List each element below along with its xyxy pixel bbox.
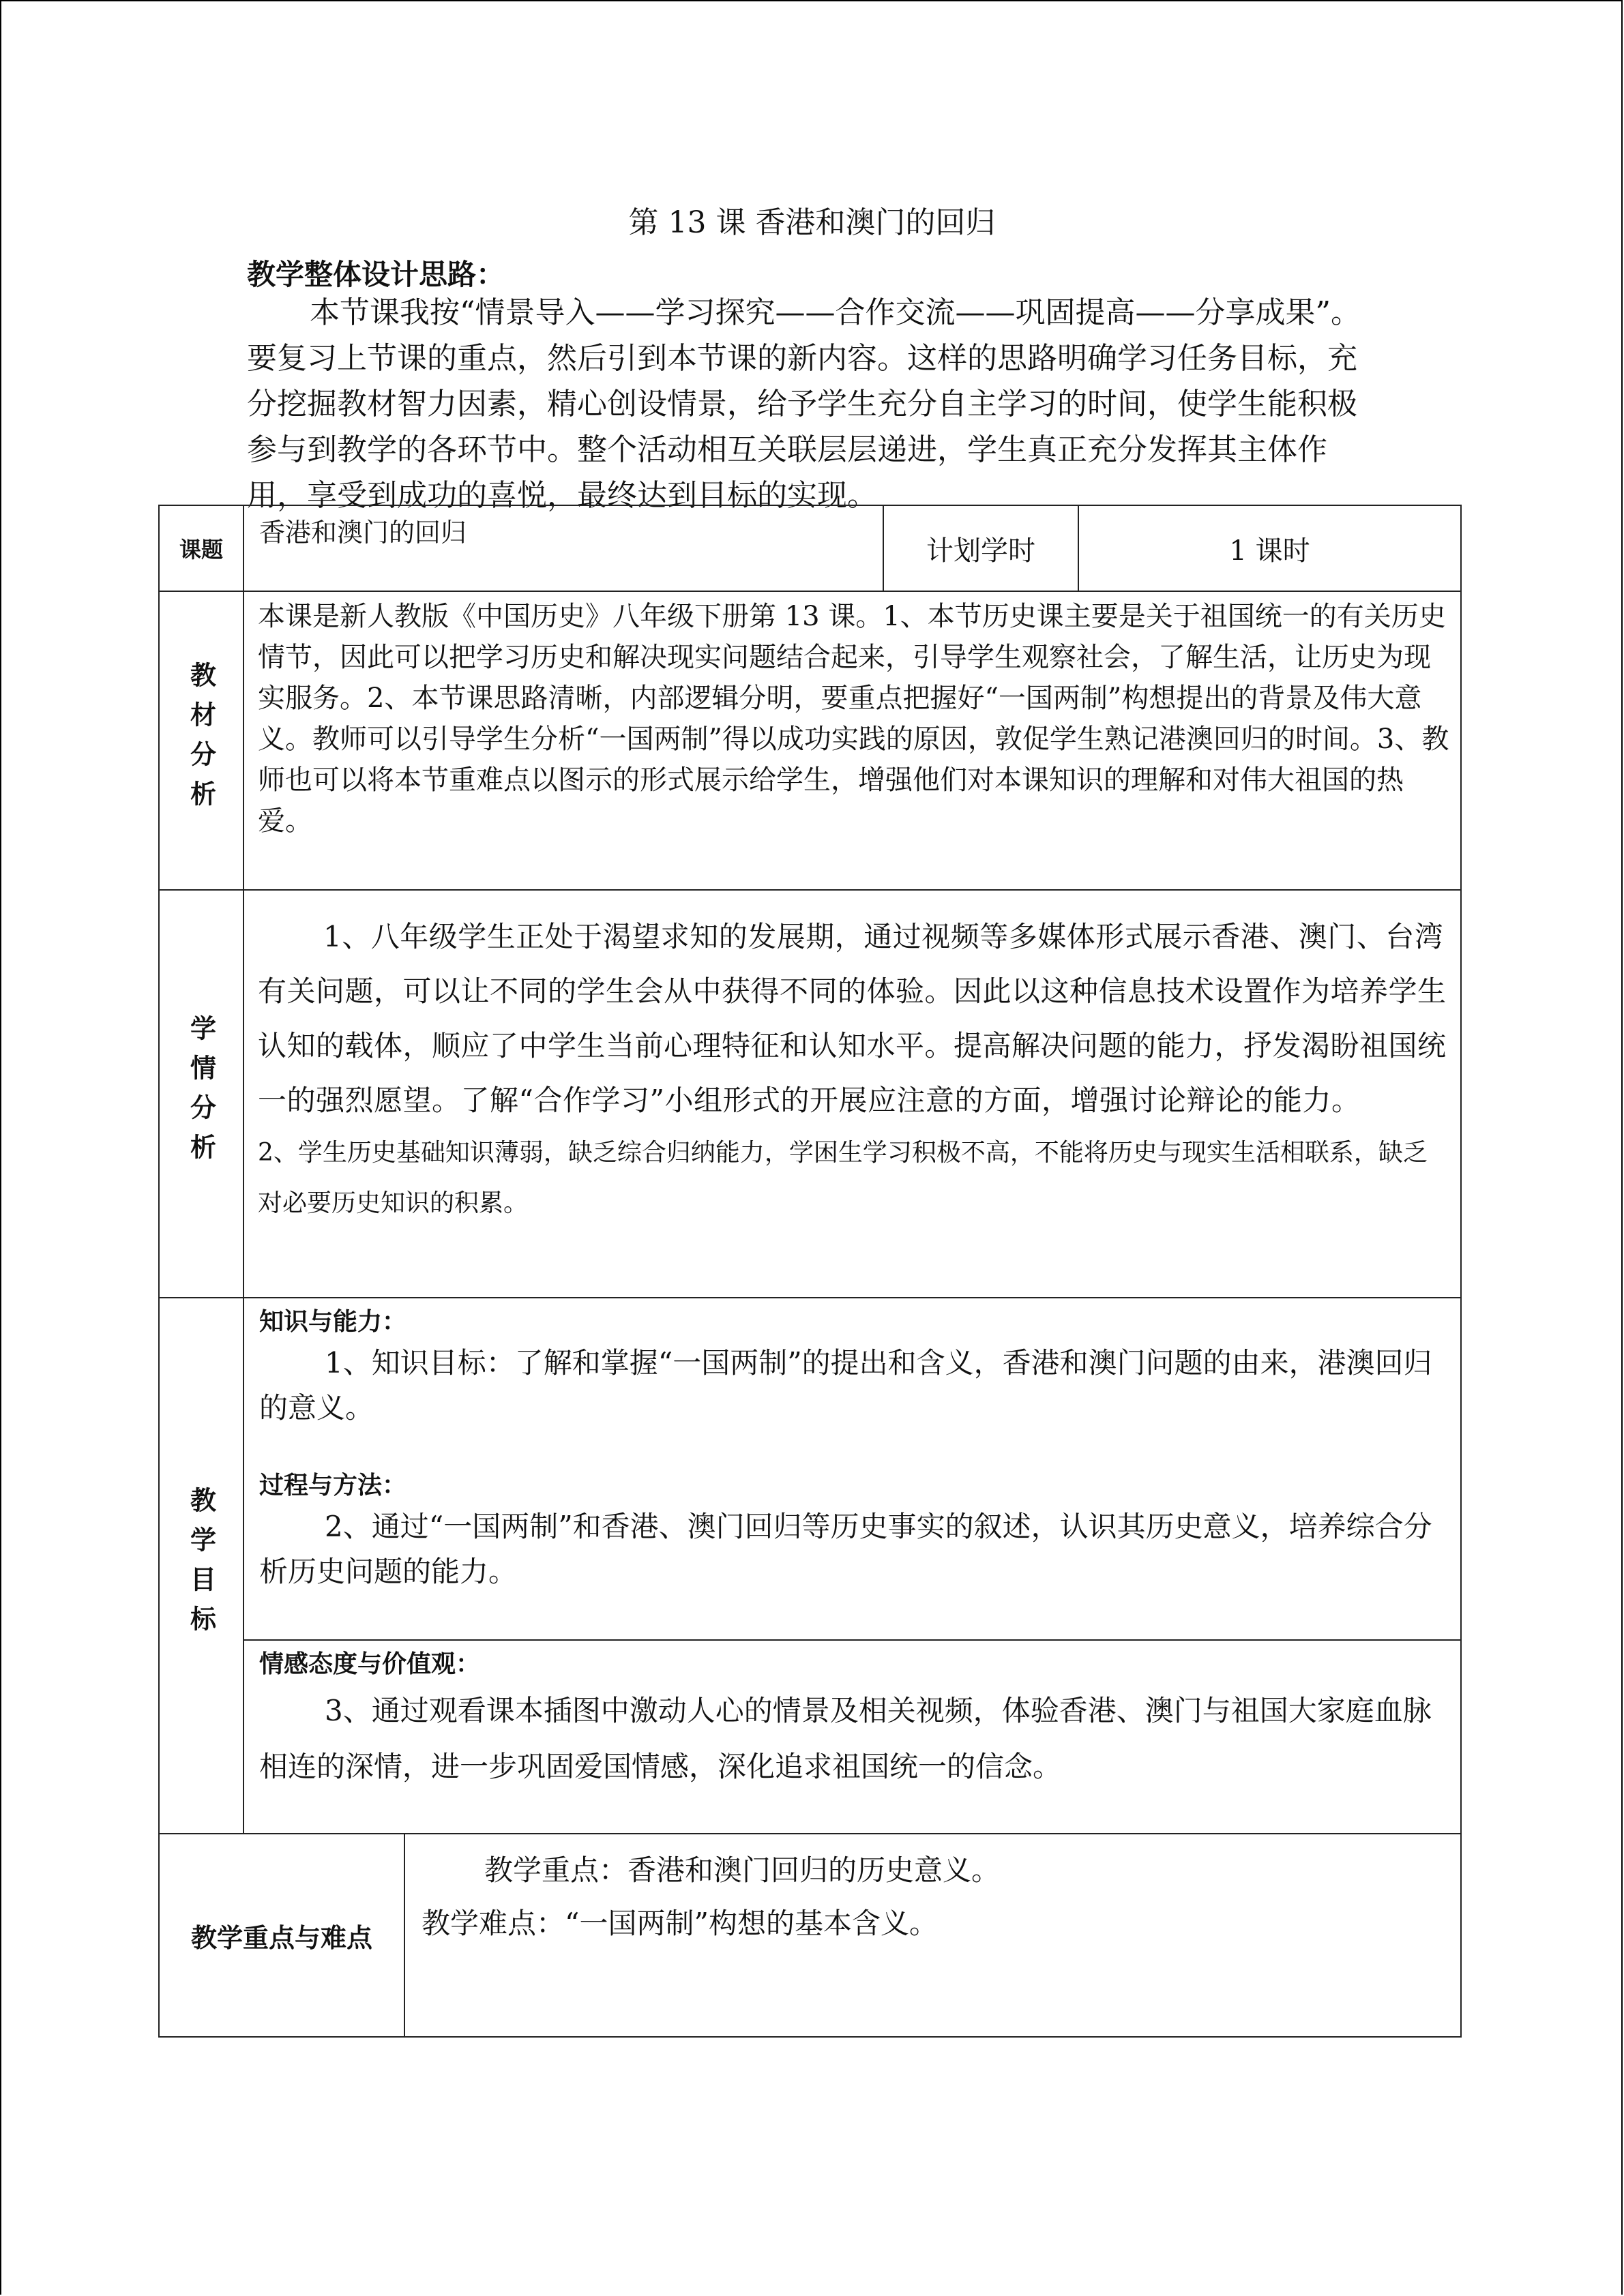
knowledge-text: 1、知识目标：了解和掌握“一国两制”的提出和含义，香港和澳门问题的由来，港澳回归的意义。 <box>259 1346 1432 1425</box>
hours-label-cell <box>883 505 1079 592</box>
knowledge-heading: 知识与能力： <box>259 1308 407 1336</box>
topic-label-cell <box>158 505 244 592</box>
emotion-heading: 情感态度与价值观： <box>259 1650 481 1678</box>
hours-value-cell <box>1078 505 1462 592</box>
goals-lower-cell <box>243 1639 1462 1834</box>
focus-key-text: 教学重点：香港和澳门回归的历史意义。 <box>484 1853 1001 1887</box>
goals-label: 教学目标 <box>186 1487 216 1645</box>
process-text: 2、通过“一国两制”和香港、澳门回归等历史事实的叙述，认识其历史意义，培养综合分析历史问题的能力。 <box>259 1510 1432 1588</box>
emotion-text: 3、通过观看课本插图中激动人心的情景及相关视频，体验香港、澳门与祖国大家庭血脉相连的深情，进一步巩固爱国情感，深化追求祖国统一的信念。 <box>259 1694 1432 1783</box>
process-heading: 过程与方法： <box>259 1472 407 1500</box>
focus-content-cell <box>404 1833 1462 2038</box>
topic-value: 香港和澳门的回归 <box>259 518 467 548</box>
material-content-cell <box>243 591 1462 891</box>
topic-value-cell <box>243 505 884 592</box>
hours-label: 计划学时 <box>926 535 1035 567</box>
student-content-cell <box>243 889 1462 1298</box>
material-label: 教材分析 <box>186 661 216 820</box>
topic-label: 课题 <box>179 537 223 563</box>
goals-upper-cell <box>243 1297 1462 1641</box>
focus-difficult-text: 教学难点：“一国两制”构想的基本含义。 <box>422 1907 938 1940</box>
material-label-cell <box>158 591 244 891</box>
intro-heading: 教学整体设计思路： <box>247 258 505 291</box>
student-text-2: 2、学生历史基础知识薄弱，缺乏综合归纳能力，学困生学习积极不高，不能将历史与现实生活相联系，缺乏对必要历史知识的积累。 <box>258 1139 1428 1217</box>
page-title: 第 13 课 香港和澳门的回归 <box>628 205 996 240</box>
focus-label-cell <box>158 1833 405 2038</box>
student-label: 学情分析 <box>186 1015 216 1173</box>
student-label-cell <box>158 889 244 1298</box>
material-text: 本课是新人教版《中国历史》八年级下册第 13 课。1、本节历史课主要是关于祖国统一的有关历史情节，因此可以把学习历史和解决现实问题结合起来，引导学生观察社会，了解生活，让历史为现实服务。2、本节课思路清晰，内部逻辑分明，要重点把握好“一国两制”构想提出的背景及伟大意义。教师可以引导学生分析“一国两制”得以成功实践的原因，敦促学生熟记港澳回归的时间。3、教师也可以将本节重难点以图示的形式展示给学生，增强他们对本课知识的理解和对伟大祖国的热爱。 <box>258 601 1449 837</box>
intro-body: 本节课我按“情景导入——学习探究——合作交流——巩固提高——分享成果”。要复习上节课的重点，然后引到本节课的新内容。这样的思路明确学习任务目标，充分挖掘教材智力因素，精心创设情景，给予学生充分自主学习的时间，使学生能积极参与到教学的各环节中。整个活动相互关联层层递进，学生真正充分发挥其主体作用，享受到成功的喜悦，最终达到目标的实现。 <box>247 295 1361 513</box>
hours-value: 1 课时 <box>1229 535 1310 567</box>
focus-label: 教学重点与难点 <box>190 1922 372 1953</box>
student-text-1: 1、八年级学生正处于渴望求知的发展期，通过视频等多媒体形式展示香港、澳门、台湾有关问题，可以让不同的学生会从中获得不同的体验。因此以这种信息技术设置作为培养学生认知的载体，顺应了中学生当前心理特征和认知水平。提高解决问题的能力，抒发渴盼祖国统一的强烈愿望。了解“合作学习”小组形式的开展应注意的方面，增强讨论辩论的能力。 <box>258 920 1447 1117</box>
goals-label-cell <box>158 1297 244 1834</box>
